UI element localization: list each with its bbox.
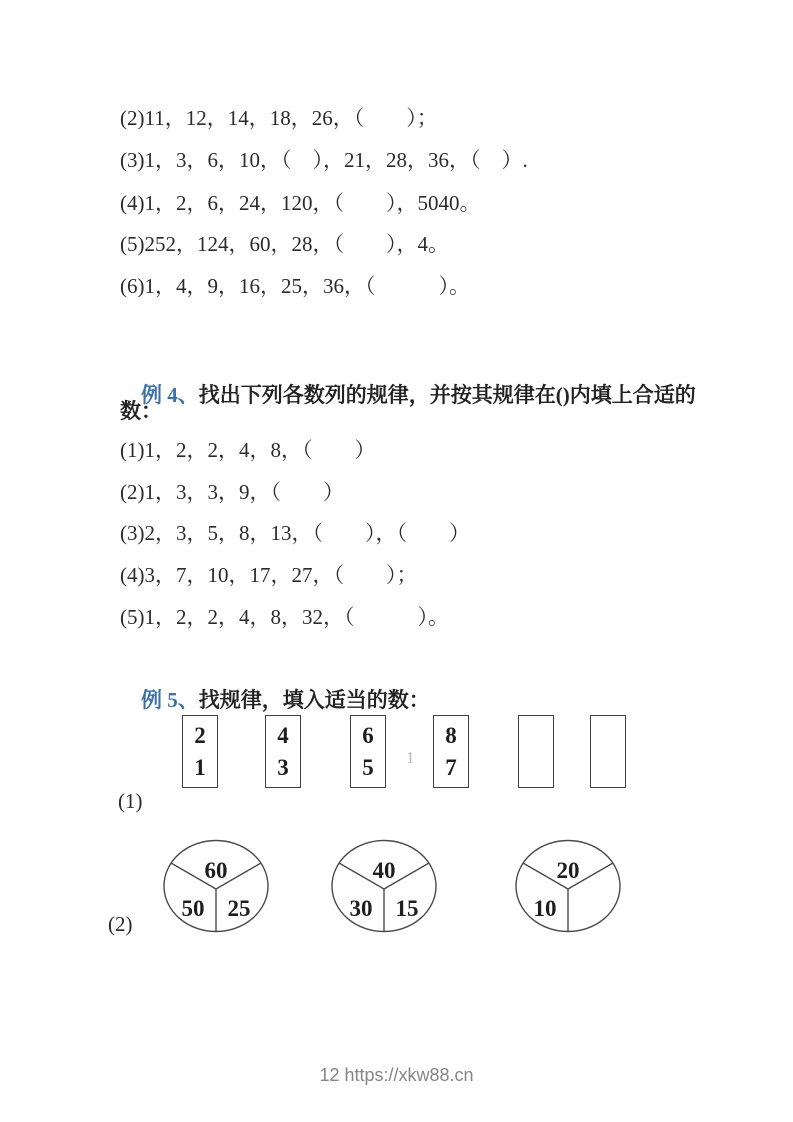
footer-page-url[interactable]: 12 https://xkw88.cn	[319, 1065, 474, 1085]
number-box	[433, 715, 469, 788]
box-top-value: 6	[362, 723, 374, 749]
part1-label: (1)	[118, 789, 143, 813]
example4-heading	[120, 356, 696, 434]
sequence-item: (4)1，2，6，24，120，（ ），5040。	[120, 191, 481, 215]
example5-heading-text: 找规律，填入适当的数：	[198, 688, 430, 712]
sequence-item: (1)1，2，2，4，8，（ ）	[120, 438, 376, 462]
number-box-empty	[590, 715, 626, 788]
circle-left-value: 10	[533, 896, 557, 921]
circle-right-value: 25	[227, 896, 251, 921]
circle-diagram	[328, 838, 440, 938]
example4-heading-line2: 数：	[120, 399, 162, 423]
example4-heading-text: 找出下列各数列的规律，并按其规律在()内填上合适的	[198, 383, 696, 407]
sequence-item: (2)1，3，3，9，（ ）	[120, 480, 344, 504]
sequence-item: (5)1，2，2，4，8，32，（ ）。	[120, 605, 449, 629]
circle-right-value: 15	[395, 896, 419, 921]
box-bottom-value: 7	[445, 754, 457, 780]
circle-left-value: 50	[181, 896, 205, 921]
box-bottom-value: 1	[194, 754, 206, 780]
circle-diagram	[512, 838, 624, 938]
sequence-item: (3)2，3，5，8，13，（ ），（ ）	[120, 521, 470, 545]
sequence-item: (4)3，7，10，17，27，（ ）；	[120, 563, 418, 587]
sequence-item: (2)11，12，14，18，26，（ ）；	[120, 106, 438, 130]
number-box-empty	[518, 715, 554, 788]
sequence-item: (6)1，4，9，16，25，36，（ ）。	[120, 274, 470, 298]
sequence-item: (3)1，3，6，10，（ ），21，28，36，（ ）.	[120, 148, 528, 172]
box-top-value: 2	[194, 723, 206, 749]
part2-label: (2)	[108, 912, 133, 936]
page-footer	[0, 1065, 793, 1086]
page-watermark: 1	[406, 748, 415, 767]
circle-diagram	[160, 838, 272, 938]
sequence-item: (5)252，124，60，28，（ ），4。	[120, 232, 449, 256]
circle-left-value: 30	[349, 896, 373, 921]
example5-label: 例 5、	[141, 688, 199, 712]
box-bottom-value: 3	[277, 754, 289, 780]
box-bottom-value: 5	[362, 754, 374, 780]
number-box	[265, 715, 301, 788]
number-box	[182, 715, 218, 788]
number-box	[350, 715, 386, 788]
box-top-value: 4	[277, 723, 289, 749]
circle-top-value: 20	[556, 858, 580, 883]
circle-top-value: 40	[372, 858, 396, 883]
example4-label: 例 4、	[141, 383, 199, 407]
box-top-value: 8	[445, 723, 457, 749]
circle-top-value: 60	[204, 858, 228, 883]
